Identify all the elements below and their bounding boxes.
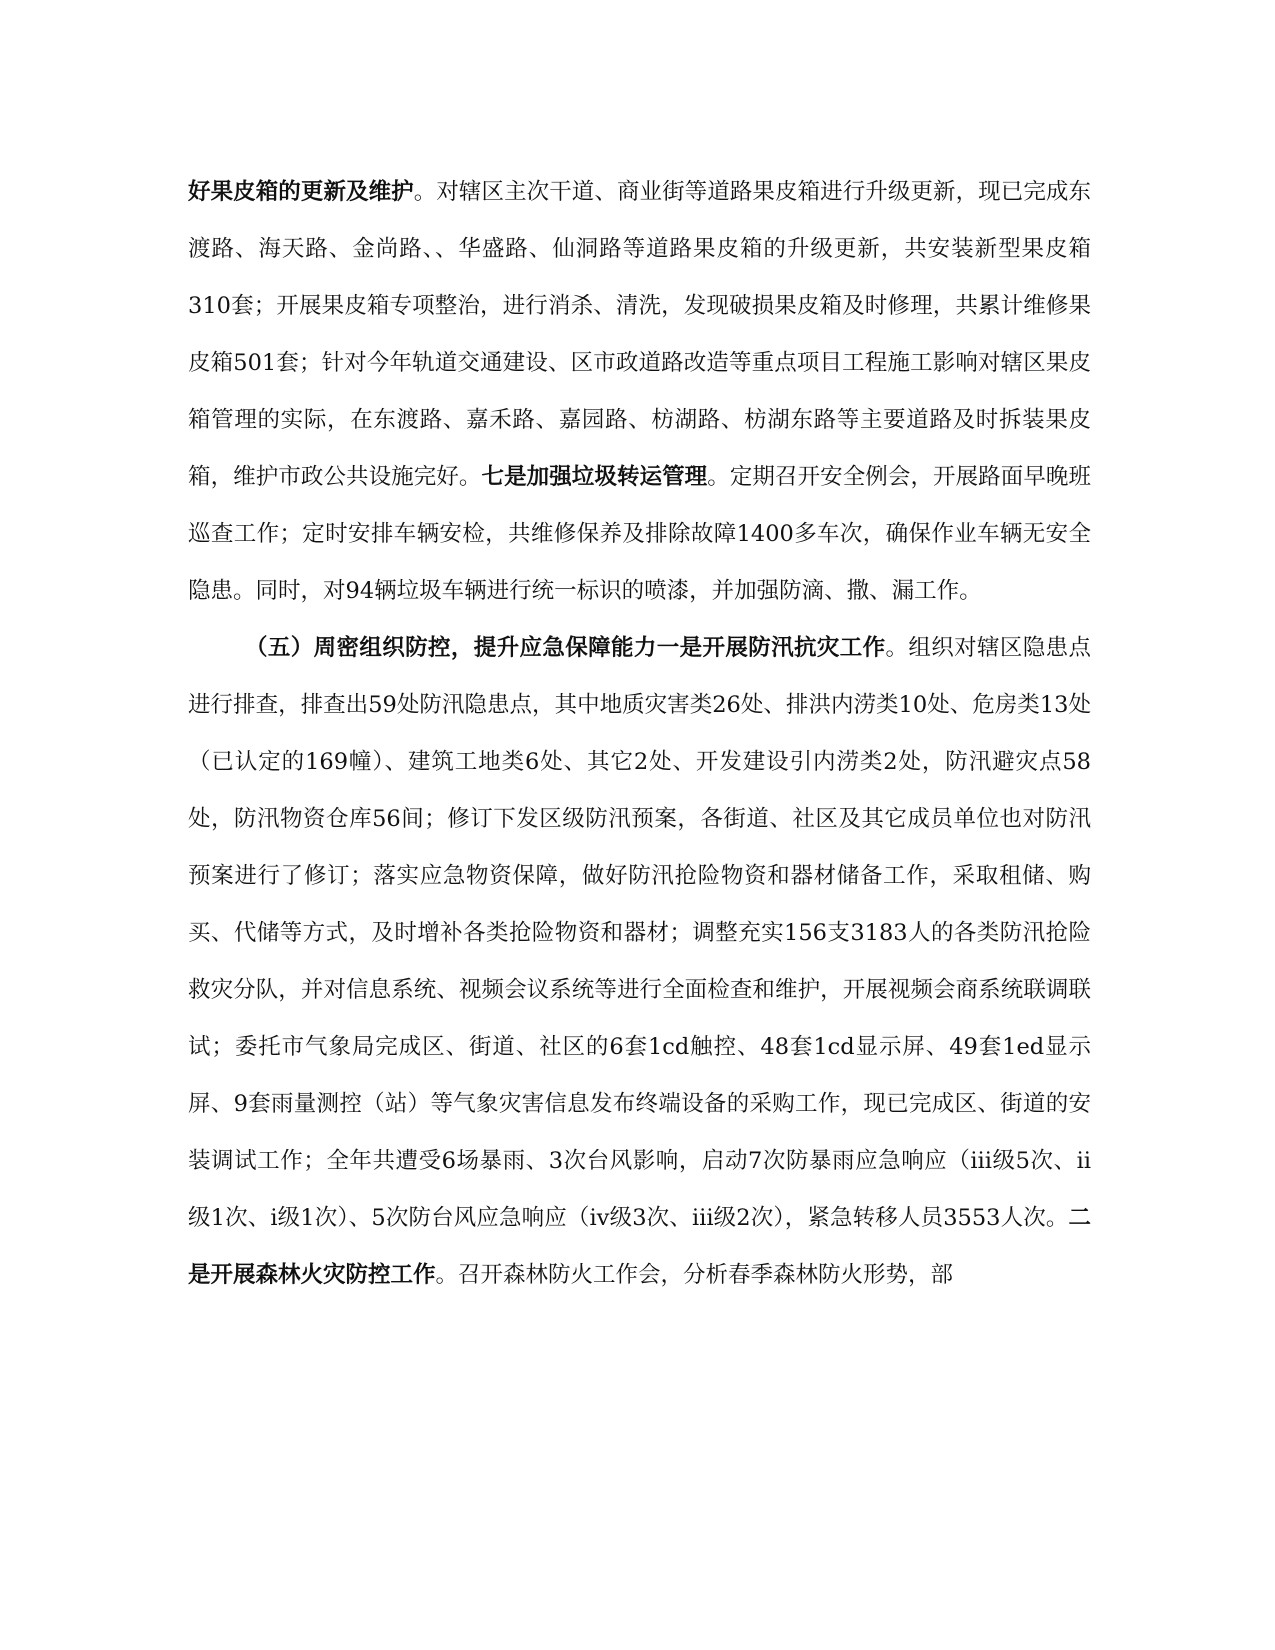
heading-fruit-bin-maintenance: 好果皮箱的更新及维护 <box>188 179 414 205</box>
body-text-fruit-bin: 。对辖区主次干道、商业街等道路果皮箱进行升级更新，现已完成东渡路、海天路、金尚路、、华盛路、仙洞路等道路果皮箱的升级更新，共安装新型果皮箱310套；开展果皮箱专项整治，进行消杀、清洗，发现破损果皮箱及时修理，共累计维修果皮箱501套；针对今年轨道交通建设、区市政道路改造等重点项目工程施工影响对辖区果皮箱管理的实际，在东渡路、嘉禾路、嘉园路、枋湖路、枋湖东路等主要道路及时拆装果皮箱，维护市政公共设施完好。 <box>188 179 1091 490</box>
paragraph-fruit-bin-and-garbage-transfer <box>188 164 1091 620</box>
body-text-flood-control: 。组织对辖区隐患点进行排查，排查出59处防汛隐患点，其中地质灾害类26处、排洪内涝类10处、危房类13处（已认定的169幢）、建筑工地类6处、其它2处、开发建设引内涝类2处，防汛避灾点58处，防汛物资仓库56间；修订下发区级防汛预案，各街道、社区及其它成员单位也对防汛预案进行了修订；落实应急物资保障，做好防汛抢险物资和器材储备工作，采取租储、购买、代储等方式，及时增补各类抢险物资和器材；调整充实156支3183人的各类防汛抢险救灾分队，并对信息系统、视频会议系统等进行全面检查和维护，开展视频会商系统联调联试；委托市气象局完成区、街道、社区的6套1cd触控、48套1cd显示屏、49套1ed显示屏、9套雨量测控（站）等气象灾害信息发布终端设备的采购工作，现已完成区、街道的安装调试工作；全年共遭受6场暴雨、3次台风影响，启动7次防暴雨应急响应（ⅲ级5次、ⅱ级1次、ⅰ级1次）、5次防台风应急响应（ⅳ级3次、ⅲ级2次），紧急转移人员3553人次。 <box>188 635 1091 1231</box>
heading-flood-control: （五）周密组织防控，提升应急保障能力一是开展防汛抗灾工作 <box>245 635 886 661</box>
paragraph-emergency-prevention <box>188 620 1091 1304</box>
body-text-garbage-transfer: 。定期召开安全例会，开展路面早晚班巡查工作；定时安排车辆安检，共维修保养及排除故障1400多车次，确保作业车辆无安全隐患。同时，对94辆垃圾车辆进行统一标识的喷漆，并加强防滴、撒、漏工作。 <box>188 464 1091 604</box>
document-body <box>188 164 1091 1304</box>
heading-garbage-transfer: 七是加强垃圾转运管理 <box>481 464 708 490</box>
body-text-forest-fire: 。召开森林防火工作会，分析春季森林防火形势，部 <box>435 1262 954 1288</box>
heading-forest-fire-prevention: 二是开展森林火灾防控工作 <box>188 1205 1091 1288</box>
